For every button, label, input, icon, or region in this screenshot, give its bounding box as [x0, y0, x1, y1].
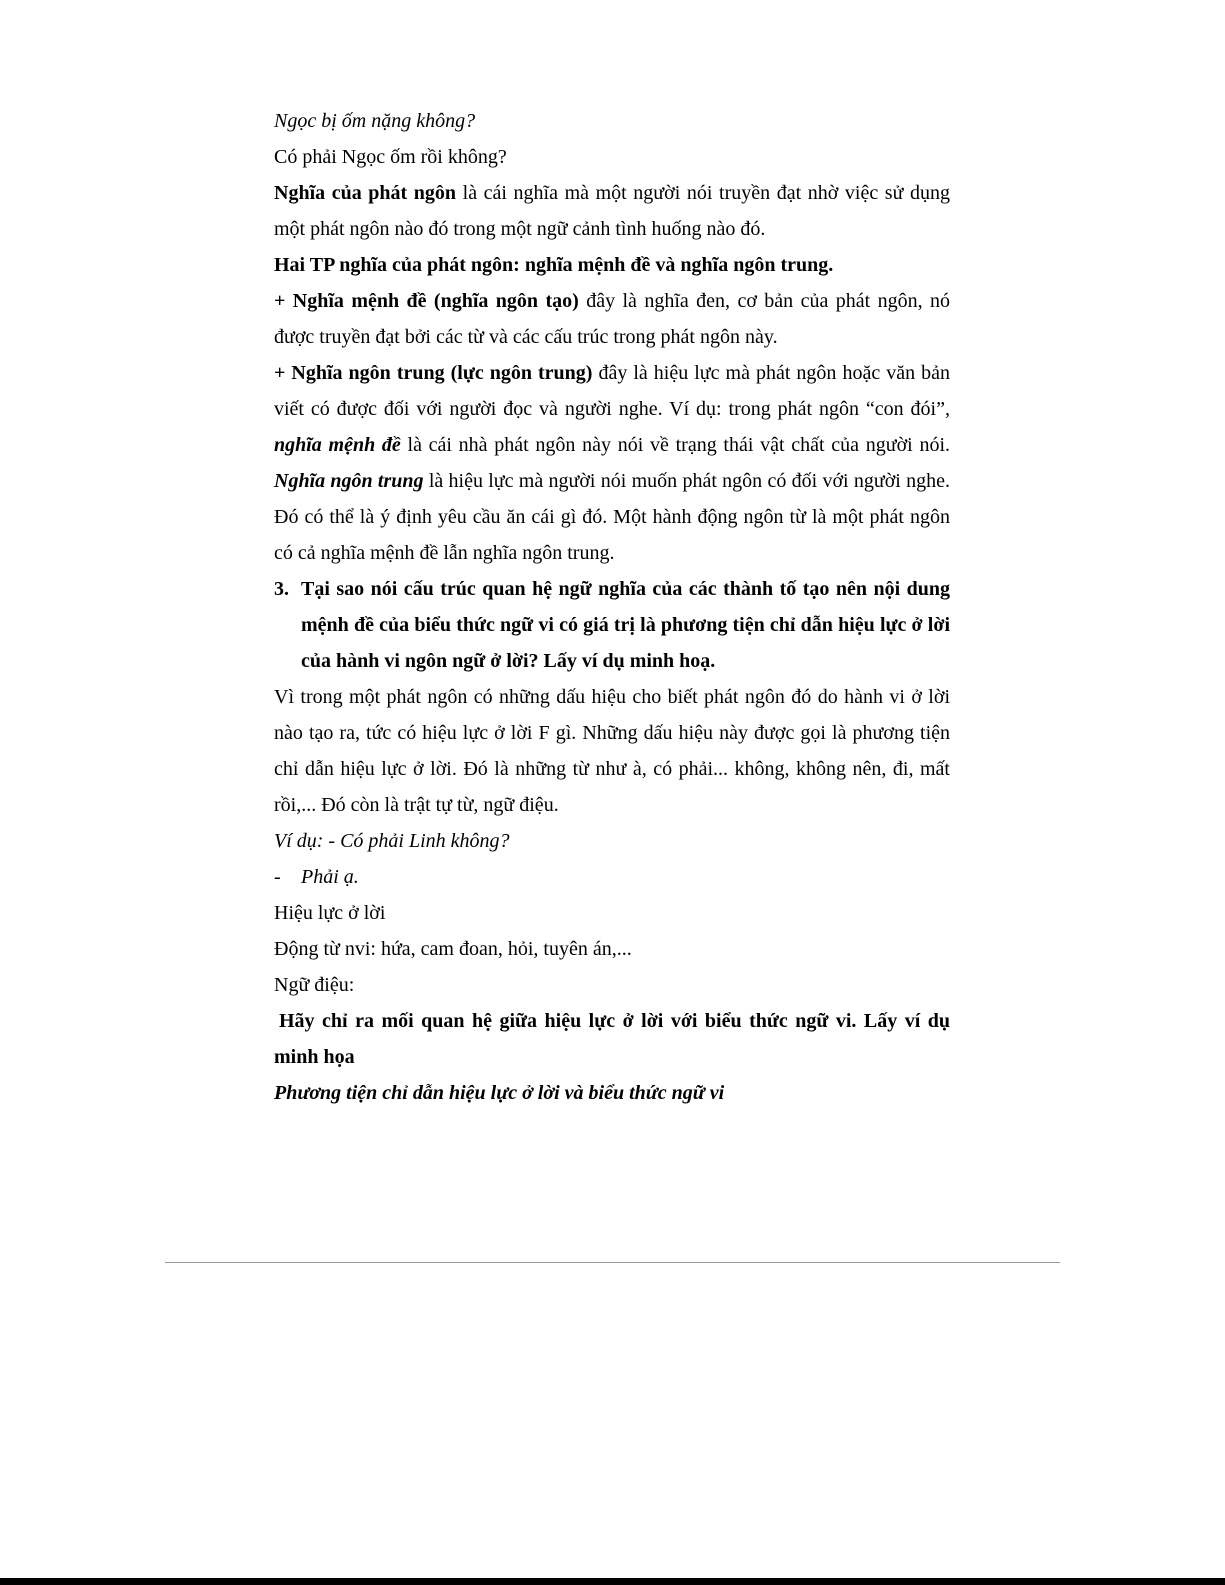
example-sentence-1: Ngọc bị ốm nặng không? — [274, 110, 476, 132]
page-footer-rule — [165, 1262, 1060, 1263]
emphasis-propositional: nghĩa mệnh đề — [274, 434, 401, 456]
propositional-meaning-paragraph — [274, 283, 950, 355]
subheading-means: Phương tiện chỉ dẫn hiệu lực ở lời và biểu thức ngữ vi — [274, 1082, 725, 1104]
question-relationship-text: Hãy chỉ ra mối quan hệ giữa hiệu lực ở lời với biểu thức ngữ vi. Lấy ví dụ minh họa — [274, 1010, 950, 1068]
term-propositional-meaning: + Nghĩa mệnh đề (nghĩa ngôn tạo) — [274, 290, 579, 312]
illocutionary-text-1: đây là hiệu lực mà phát ngôn hoặc văn bản viết có được đối với người đọc và người nghe. Ví dụ: trong phát ngôn “con đói”, — [274, 362, 950, 420]
document-body — [274, 103, 950, 1111]
note-intonation: Ngữ điệu: — [274, 974, 355, 996]
term-illocutionary-meaning: + Nghĩa ngôn trung (lực ngôn trung) — [274, 362, 593, 384]
example-reply-text: Phải ạ. — [301, 866, 359, 888]
illocutionary-text-2: là cái nhà phát ngôn này nói về trạng thái vật chất của người nói. — [400, 434, 950, 456]
list-dash: - — [274, 866, 281, 888]
example-sentence-2: Có phải Ngọc ốm rồi không? — [274, 146, 507, 168]
illocutionary-meaning-paragraph — [274, 355, 950, 571]
definition-text: là cái nghĩa mà một người nói truyền đạt nhờ việc sử dụng một phát ngôn nào đó trong một ngữ cảnh tình huống nào đó. — [274, 182, 950, 240]
section-heading-components: Hai TP nghĩa của phát ngôn: nghĩa mệnh đề và nghĩa ngôn trung. — [274, 254, 834, 276]
question-number: 3. — [274, 578, 289, 600]
emphasis-illocutionary: Nghĩa ngôn trung — [274, 470, 424, 492]
question-relationship — [274, 1003, 950, 1075]
term-utterance-meaning: Nghĩa của phát ngôn — [274, 182, 457, 204]
note-performative-verbs: Động từ nvi: hứa, cam đoan, hỏi, tuyên án,... — [274, 938, 632, 960]
example-reply — [274, 859, 950, 895]
answer-paragraph: Vì trong một phát ngôn có những dấu hiệu cho biết phát ngôn đó do hành vi ở lời nào tạo ra, tức có hiệu lực ở lời F gì. Những dấu hiệu này được gọi là phương tiện chỉ dẫn hiệu lực ở lời. Đó là những từ như à, có phải... không, không nên, đi, mất rồi,... Đó còn là trật tự từ, ngữ điệu. — [274, 686, 950, 816]
question-3-text: Tại sao nói cấu trúc quan hệ ngữ nghĩa của các thành tố tạo nên nội dung mệnh đề của biểu thức ngữ vi có giá trị là phương tiện chỉ dẫn hiệu lực ở lời của hành vi ngôn ngữ ở lời? Lấy ví dụ minh hoạ. — [301, 578, 950, 672]
note-illocutionary-force: Hiệu lực ở lời — [274, 902, 386, 924]
definition-paragraph — [274, 175, 950, 247]
question-3 — [274, 571, 950, 679]
illocutionary-text-3: là hiệu lực mà người nói muốn phát ngôn có đối với người nghe. Đó có thể là ý định yêu cầu ăn cái gì đó. Một hành động ngôn từ là một phát ngôn có cả nghĩa mệnh đề lẫn nghĩa ngôn trung. — [274, 470, 950, 564]
example-label: Ví dụ: - Có phải Linh không? — [274, 830, 510, 852]
propositional-meaning-text: đây là nghĩa đen, cơ bản của phát ngôn, nó được truyền đạt bởi các từ và các cấu trúc trong phát ngôn này. — [274, 290, 950, 348]
bottom-edge-bar — [0, 1578, 1225, 1585]
